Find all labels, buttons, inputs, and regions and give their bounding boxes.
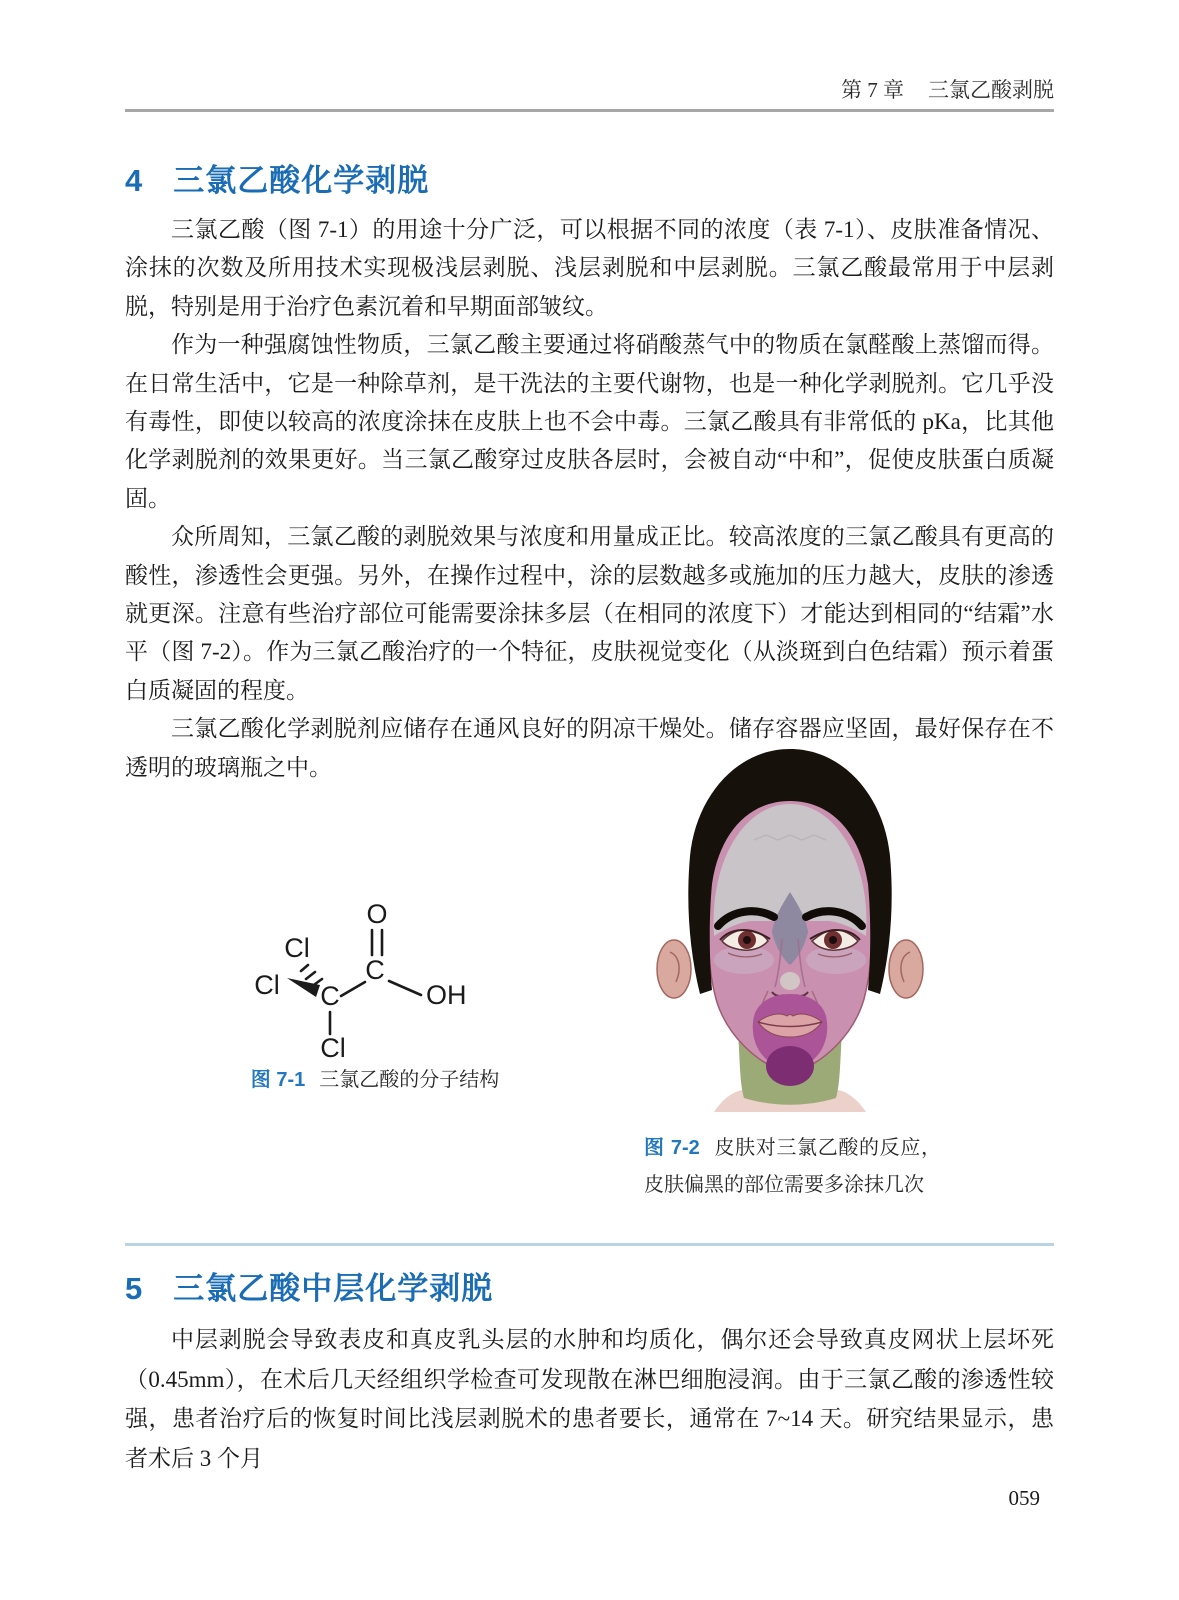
atom-label-o: O <box>366 899 388 929</box>
paragraph: 三氯乙酸化学剥脱剂应储存在通风良好的阴凉干燥处。储存容器应坚固，最好保存在不透明的玻璃瓶之中。 <box>125 716 1054 780</box>
section-4-heading <box>125 155 429 200</box>
section-4-title: 三氯乙酸化学剥脱 <box>173 163 430 198</box>
paragraph: 众所周知，三氯乙酸的剥脱效果与浓度和用量成正比。较高浓度的三氯乙酸具有更高的酸性，渗透性会更强。另外，在操作过程中，涂的层数越多或施加的压力越大，皮肤的渗透就更深。注意有些治疗部位可能需要涂抹多层（在相同的浓度下）才能达到相同的“结霜”水平（图 7-2）。作为三氯乙酸治疗的一个特征，皮肤视觉变化（从淡斑到白色结霜）预示着蛋白质凝固的程度。 <box>125 524 1054 703</box>
face-reaction-illustration <box>644 744 936 1112</box>
figure-2-caption-text: 皮肤对三氯乙酸的反应，皮肤偏黑的部位需要多涂抹几次 <box>644 1137 941 1196</box>
paragraph: 中层剥脱会导致表皮和真皮乳头层的水肿和均质化，偶尔还会导致真皮网状上层坏死（0.45mm），在术后几天经组织学检查可发现散在淋巴细胞浸润。由于三氯乙酸的渗透性较强，患者治疗后的恢复时间比浅层剥脱术的患者要长，通常在 7~14 天。研究结果显示，患者术后 3 个月 <box>125 1327 1054 1471</box>
left-ear <box>657 940 691 998</box>
atom-label-carboxyl-c: C <box>365 955 385 985</box>
atom-label-cl-top: Cl <box>284 933 310 963</box>
chin-patch <box>766 1046 814 1086</box>
section-4-body <box>125 211 1054 787</box>
section-5-heading <box>125 1263 493 1308</box>
section-5-title: 三氯乙酸中层化学剥脱 <box>173 1271 494 1306</box>
paragraph: 三氯乙酸（图 7-1）的用途十分广泛，可以根据不同的浓度（表 7-1）、皮肤准备情况、涂抹的次数及所用技术实现极浅层剥脱、浅层剥脱和中层剥脱。三氯乙酸最常用于中层剥脱，特别是用于治疗色素沉着和早期面部皱纹。 <box>125 217 1054 319</box>
page-number: 059 <box>1008 1486 1040 1510</box>
atom-label-oh: OH <box>426 980 467 1010</box>
chapter-number: 第 7 章 <box>841 78 904 102</box>
tca-molecular-structure-figure <box>225 850 525 1062</box>
c-oh-bond <box>389 981 421 995</box>
figure-1-label: 图 7-1 <box>250 1069 306 1091</box>
section-divider <box>125 1243 1054 1246</box>
paragraph: 作为一种强腐蚀性物质，三氯乙酸主要通过将硝酸蒸气中的物质在氯醛酸上蒸馏而得。在日常生活中，它是一种除草剂，是干洗法的主要代谢物，也是一种化学剥脱剂。它几乎没有毒性，即使以较高的浓度涂抹在皮肤上也不会中毒。三氯乙酸具有非常低的 pKa，比其他化学剥脱剂的效果更好。当三氯乙酸穿过皮肤各层时，会被自动“中和”，促使皮肤蛋白质凝固。 <box>125 332 1054 511</box>
figure-1-caption-text: 三氯乙酸的分子结构 <box>319 1069 500 1091</box>
solid-wedge-bond <box>287 978 320 997</box>
atom-label-central-c: C <box>320 981 340 1011</box>
figure-2-caption <box>644 1130 941 1204</box>
chapter-title: 三氯乙酸剥脱 <box>928 78 1054 102</box>
figure-2-label: 图 7-2 <box>644 1137 700 1159</box>
c-c-bond <box>341 982 365 996</box>
running-header <box>841 74 1054 104</box>
figure-1-caption <box>225 1062 525 1099</box>
header-rule <box>125 109 1054 112</box>
section-5-number: 5 <box>125 1271 144 1306</box>
right-ear <box>889 940 923 998</box>
section-4-number: 4 <box>125 163 144 198</box>
atom-label-cl-left: Cl <box>254 970 280 1000</box>
section-5-body <box>125 1320 1054 1478</box>
atom-label-cl-bottom: Cl <box>320 1033 346 1062</box>
